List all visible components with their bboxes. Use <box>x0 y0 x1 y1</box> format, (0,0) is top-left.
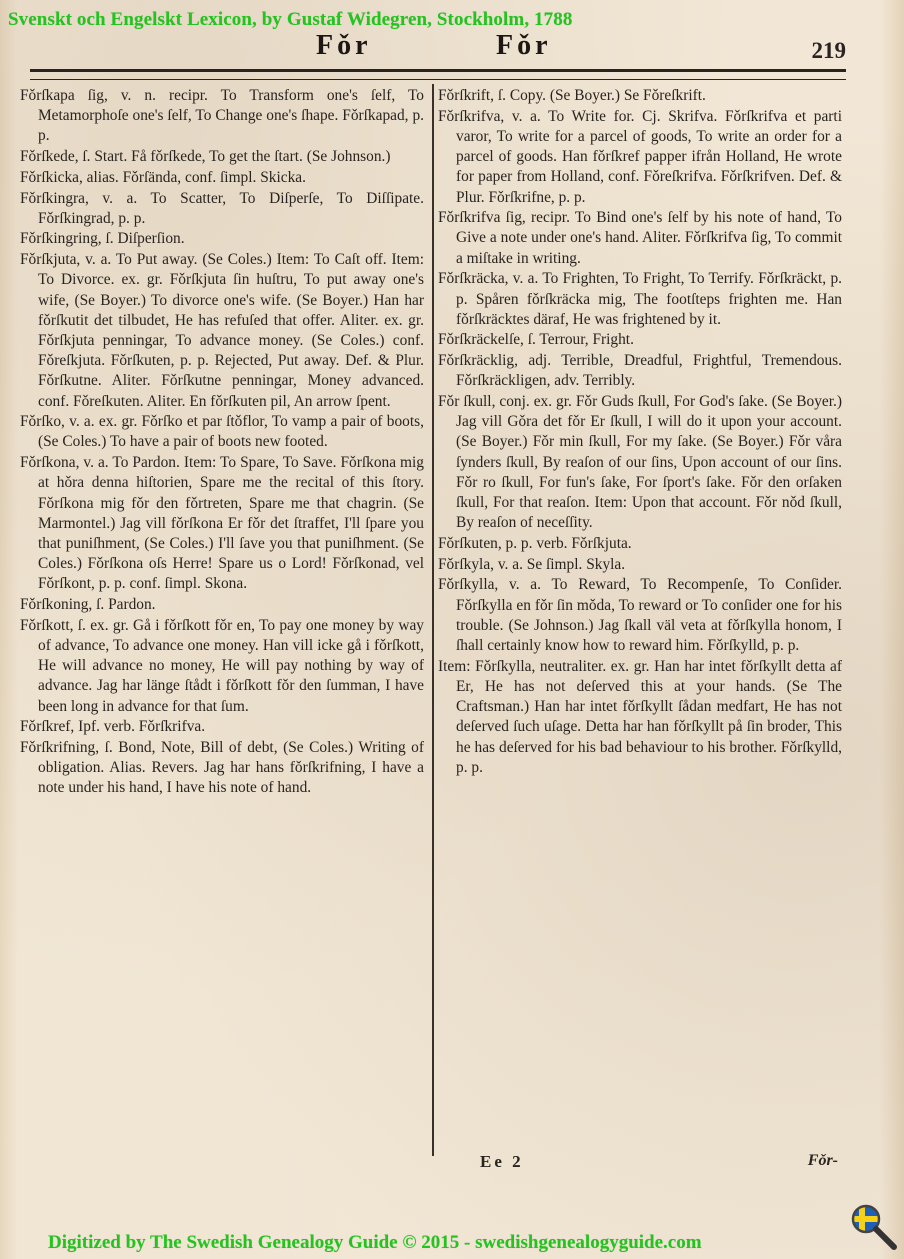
dictionary-entry: Fǒrſkoning, ſ. Pardon. <box>20 596 156 614</box>
right-column <box>438 86 842 778</box>
dictionary-entry: Fǒrſkräckelſe, ſ. Terrour, Fright. <box>438 331 634 349</box>
page-number: 219 <box>811 38 846 63</box>
dictionary-entry: Fǒrſkrifva ſig, recipr. To Bind one's ſelf by his note of hand, To Give a note under one's hand. Aliter. Fǒrſkrifva ſig, To commit a miſtake in writing. <box>438 209 842 267</box>
swedish-flag-magnifier-icon <box>850 1203 898 1251</box>
dictionary-entry: Fǒrſkylla, v. a. To Reward, To Recompenſe, To Conſider. Fǒrſkylla en fǒr ſin mǒda, To reward or To conſider one for his trouble. (Se Johnson.) Jag ſkall väl veta at fǒrſkylla honom, I ſhall certainly know how to reward him. Fǒrſkylld, p. p. <box>438 576 842 654</box>
dictionary-entry: Fǒrſkingra, v. a. To Scatter, To Diſperſe, To Diſſipate. Fǒrſkingrad, p. p. <box>20 189 424 227</box>
signature-mark: Ee 2 <box>480 1152 524 1171</box>
dictionary-entry: Fǒrſkede, ſ. Start. Få fǒrſkede, To get the ſtart. (Se Johnson.) <box>20 148 391 166</box>
dictionary-entry: Item: Fǒrſkylla, neutraliter. ex. gr. Han har intet fǒrſkyllt detta af Er, He has not deſerved this at your hands. (Se The Craftsman.) Han har intet fǒrſkyllt ſådan medfart, He has not deſerved ſuch uſage. Detta har han fǒrſkyllt på ſin broder, This he has deſerved for his bad behaviour to his brother. Fǒrſkylld, p. p. <box>438 657 842 776</box>
dictionary-entry: Fǒrſkref, Ipf. verb. Fǒrſkrifva. <box>20 718 206 736</box>
column-divider <box>432 84 434 1156</box>
left-column <box>20 86 424 799</box>
dictionary-entry: Fǒrſkrift, ſ. Copy. (Se Boyer.) Se Fǒreſkrift. <box>438 87 706 104</box>
dictionary-entry: Fǒrſko, v. a. ex. gr. Fǒrſko et par ſtǒflor, To vamp a pair of boots, (Se Coles.) To have a pair of boots new footed. <box>20 413 424 451</box>
catchword: Fǒr- <box>807 1152 838 1169</box>
running-head-left: Fǒr <box>316 30 372 61</box>
dictionary-entry: Fǒrſkyla, v. a. Se ſimpl. Skyla. <box>438 555 626 573</box>
dictionary-entry: Fǒrſkrifning, ſ. Bond, Note, Bill of debt, (Se Coles.) Writing of obligation. Alias. Revers. Jag har hans fǒrſkrifning, I have a note under his hand, I have his note of hand. <box>20 739 424 797</box>
dictionary-entry: Fǒrſkona, v. a. To Pardon. Item: To Spare, To Save. Fǒrſkona mig at hǒra denna hiſtorien, Spare me the recital of this ſtory. Fǒrſkona mig fǒr den fǒrtreten, Spare me that chagrin. (Se Marmontel.) Jag vill fǒrſkona Er fǒr det ſtraffet, I'll ſpare you that puniſhment, (Se Coles.) I'll ſave you that puniſhment. (Se Coles.) Fǒrſkona oſs Herre! Spare us o Lord! Fǒrſkonad, vel Fǒrſkont, p. p. conf. ſimpl. Skona. <box>20 454 424 593</box>
dictionary-entry: Fǒrſkräcka, v. a. To Frighten, To Fright, To Terrify. Fǒrſkräckt, p. p. Spåren fǒrſkräcka mig, The footſteps frighten me. Han fǒrſkräcktes däraf, He was frightened by it. <box>438 270 842 328</box>
running-head-right: Fǒr <box>496 30 552 61</box>
dictionary-entry: Fǒrſkott, ſ. ex. gr. Gå i fǒrſkott fǒr en, To pay one money by way of advance, To advance one money. Han vill icke gå i fǒrſkott, He will advance no money, He will pay nothing by way of advance. Jag har länge ſtådt i fǒrſkott fǒr den ſumman, I have been long in advance for that ſum. <box>20 616 424 715</box>
bottom-watermark-banner: Digitized by The Swedish Genealogy Guide © 2015 - swedishgenealogyguide.com <box>48 1232 702 1253</box>
dictionary-entry: Fǒrſkapa ſig, v. n. recipr. To Transform one's ſelf, To Metamorphoſe one's ſelf, To Change one's ſhape. Fǒrſkapad, p. p. <box>20 87 424 145</box>
header-rule <box>30 69 846 80</box>
dictionary-entry: Fǒr ſkull, conj. ex. gr. Fǒr Guds ſkull, For God's ſake. (Se Boyer.) Jag vill Gǒra det fǒr Er ſkull, I will do it upon your account. (Se Boyer.) Fǒr min ſkull, For my ſake. (Se Boyer.) Fǒr våra ſynders ſkull, By reaſon of our ſins, Upon account of our ſins. Fǒr ro ſkull, For fun's ſake, For ſport's ſake. Fǒr den orſaken ſkull, For that reaſon. Item: Upon that account. Fǒr nǒd ſkull, By reaſon of neceſſity. <box>438 393 842 532</box>
dictionary-entry: Fǒrſkjuta, v. a. To Put away. (Se Coles.) Item: To Caſt off. Item: To Divorce. ex. gr. Fǒrſkjuta ſin huſtru, To put away one's wife, (Se Boyer.) To divorce one's wife. (Se Boyer.) Han har fǒrſkutit det tilbudet, He has refuſed that offer. Aliter. ex. gr. Fǒrſkjuta penningar, To advance money. (Se Coles.) conf. Fǒreſkjuta. Fǒrſkuten, p. p. Rejected, Put away. Def. & Plur. Fǒrſkutne. Aliter. Fǒrſkutne penningar, Money advanced. conf. Fǒreſkuten. Aliter. En fǒrſkuten pil, An arrow ſpent. <box>20 251 424 410</box>
top-watermark-banner: Svenskt och Engelskt Lexicon, by Gustaf Widegren, Stockholm, 1788 <box>8 9 573 30</box>
dictionary-entry: Fǒrſkrifva, v. a. To Write for. Cj. Skrifva. Fǒrſkrifva et parti varor, To write for a parcel of goods, To write an order for a parcel of goods. Han fǒrſkref papper ifrån Holland, He wrote for paper from Holland, conf. Fǒreſkrifva. Fǒrſkrifven. Def. & Plur. Fǒrſkrifne, p. p. <box>438 107 842 206</box>
dictionary-entry: Fǒrſkräcklig, adj. Terrible, Dreadful, Frightful, Tremendous. Fǒrſkräckligen, adv. Terribly. <box>438 352 842 390</box>
dictionary-entry: Fǒrſkicka, alias. Fǒrſända, conf. ſimpl. Skicka. <box>20 168 306 186</box>
dictionary-entry: Fǒrſkingring, ſ. Diſperſion. <box>20 230 185 248</box>
dictionary-entry: Fǒrſkuten, p. p. verb. Fǒrſkjuta. <box>438 534 632 552</box>
